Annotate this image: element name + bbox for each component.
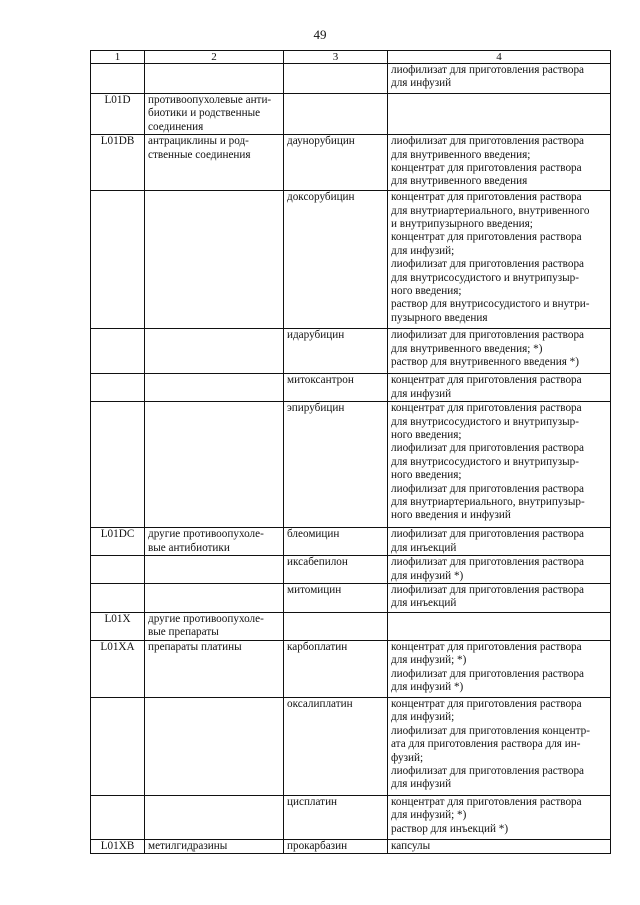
dosage-form-cell: концентрат для приготовления раствора для внутрисосудистого и внутрипузыр- ного введения; лиофилизат для приготовления раствора для внутрисосудистого и внутрипузыр- ного введения; лиофилизат для приготовления раствора для внутриартериального, внутрипузыр- ного введения и инфузий bbox=[388, 402, 611, 528]
atc-code-cell bbox=[91, 584, 145, 613]
dosage-form-cell: концентрат для приготовления раствора для инфузий bbox=[388, 374, 611, 402]
table-row bbox=[91, 584, 611, 613]
atc-code-cell bbox=[91, 402, 145, 528]
anatomical-group-cell bbox=[145, 374, 284, 402]
atc-code-cell: L01X bbox=[91, 613, 145, 641]
dosage-form-cell: концентрат для приготовления раствора для инфузий; *) раствор для инъекций *) bbox=[388, 796, 611, 840]
column-header-2: 2 bbox=[145, 51, 284, 64]
column-header-3: 3 bbox=[284, 51, 388, 64]
atc-code-cell: L01DC bbox=[91, 528, 145, 556]
dosage-form-cell: концентрат для приготовления раствора для инфузий; *) лиофилизат для приготовления раствора для инфузий *) bbox=[388, 641, 611, 698]
column-header-4: 4 bbox=[388, 51, 611, 64]
anatomical-group-cell: другие противоопухоле-вые препараты bbox=[145, 613, 284, 641]
table-header-row bbox=[91, 51, 611, 64]
atc-code-cell bbox=[91, 796, 145, 840]
anatomical-group-cell bbox=[145, 698, 284, 796]
drug-name-cell: иксабепилон bbox=[284, 556, 388, 584]
drug-name-cell bbox=[284, 94, 388, 135]
dosage-form-cell: концентрат для приготовления раствора для внутриартериального, внутривенного и внутрипузырного введения; концентрат для приготовления раствора для инфузий; лиофилизат для приготовления раствора для внутрисосудистого и внутрипузыр- ного введения; раствор для внутрисосудистого и внутри- пузырного введения bbox=[388, 191, 611, 329]
atc-code-cell bbox=[91, 64, 145, 94]
dosage-form-cell: лиофилизат для приготовления раствора для инфузий bbox=[388, 64, 611, 94]
table-row bbox=[91, 402, 611, 528]
table-row bbox=[91, 528, 611, 556]
table-row bbox=[91, 135, 611, 191]
anatomical-group-cell bbox=[145, 796, 284, 840]
drug-name-cell: митомицин bbox=[284, 584, 388, 613]
drug-table bbox=[90, 50, 611, 854]
atc-code-cell: L01XB bbox=[91, 840, 145, 854]
table-row bbox=[91, 641, 611, 698]
drug-name-cell bbox=[284, 64, 388, 94]
table-row bbox=[91, 613, 611, 641]
dosage-form-cell: капсулы bbox=[388, 840, 611, 854]
page-number: 49 bbox=[313, 27, 327, 42]
drug-name-cell: цисплатин bbox=[284, 796, 388, 840]
atc-code-cell: L01D bbox=[91, 94, 145, 135]
atc-code-cell bbox=[91, 374, 145, 402]
anatomical-group-cell: антрациклины и род-ственные соединения bbox=[145, 135, 284, 191]
drug-name-cell bbox=[284, 613, 388, 641]
drug-name-cell: оксалиплатин bbox=[284, 698, 388, 796]
drug-name-cell: карбоплатин bbox=[284, 641, 388, 698]
table-row bbox=[91, 64, 611, 94]
dosage-form-cell: лиофилизат для приготовления раствора для внутривенного введения; *) раствор для внутривенного введения *) bbox=[388, 329, 611, 374]
dosage-form-cell: лиофилизат для приготовления раствора для инфузий *) bbox=[388, 556, 611, 584]
table-row bbox=[91, 840, 611, 854]
atc-code-cell: L01DB bbox=[91, 135, 145, 191]
anatomical-group-cell: препараты платины bbox=[145, 641, 284, 698]
dosage-form-cell: лиофилизат для приготовления раствора для инъекций bbox=[388, 528, 611, 556]
anatomical-group-cell bbox=[145, 329, 284, 374]
table-row bbox=[91, 191, 611, 329]
table-row bbox=[91, 94, 611, 135]
anatomical-group-cell: другие противоопухоле-вые антибиотики bbox=[145, 528, 284, 556]
anatomical-group-cell bbox=[145, 584, 284, 613]
anatomical-group-cell bbox=[145, 402, 284, 528]
anatomical-group-cell: метилгидразины bbox=[145, 840, 284, 854]
dosage-form-cell: лиофилизат для приготовления раствора для инъекций bbox=[388, 584, 611, 613]
drug-name-cell: эпирубицин bbox=[284, 402, 388, 528]
column-header-1: 1 bbox=[91, 51, 145, 64]
table-row bbox=[91, 374, 611, 402]
atc-code-cell bbox=[91, 698, 145, 796]
anatomical-group-cell: противоопухолевые анти-биотики и родственные соединения bbox=[145, 94, 284, 135]
anatomical-group-cell bbox=[145, 191, 284, 329]
dosage-form-cell bbox=[388, 94, 611, 135]
table-row bbox=[91, 556, 611, 584]
dosage-form-cell: концентрат для приготовления раствора для инфузий; лиофилизат для приготовления концентр- ата для приготовления раствора для ин- фузий; лиофилизат для приготовления раствора для инфузий bbox=[388, 698, 611, 796]
anatomical-group-cell bbox=[145, 556, 284, 584]
anatomical-group-cell bbox=[145, 64, 284, 94]
atc-code-cell bbox=[91, 556, 145, 584]
drug-name-cell: блеомицин bbox=[284, 528, 388, 556]
table-row bbox=[91, 796, 611, 840]
table-body bbox=[91, 64, 611, 854]
drug-name-cell: даунорубицин bbox=[284, 135, 388, 191]
table-row bbox=[91, 698, 611, 796]
drug-name-cell: митоксантрон bbox=[284, 374, 388, 402]
table-row bbox=[91, 329, 611, 374]
atc-code-cell bbox=[91, 191, 145, 329]
atc-code-cell: L01XA bbox=[91, 641, 145, 698]
drug-name-cell: идарубицин bbox=[284, 329, 388, 374]
drug-name-cell: прокарбазин bbox=[284, 840, 388, 854]
dosage-form-cell bbox=[388, 613, 611, 641]
drug-name-cell: доксорубицин bbox=[284, 191, 388, 329]
dosage-form-cell: лиофилизат для приготовления раствора для внутривенного введения; концентрат для приготовления раствора для внутривенного введения bbox=[388, 135, 611, 191]
atc-code-cell bbox=[91, 329, 145, 374]
